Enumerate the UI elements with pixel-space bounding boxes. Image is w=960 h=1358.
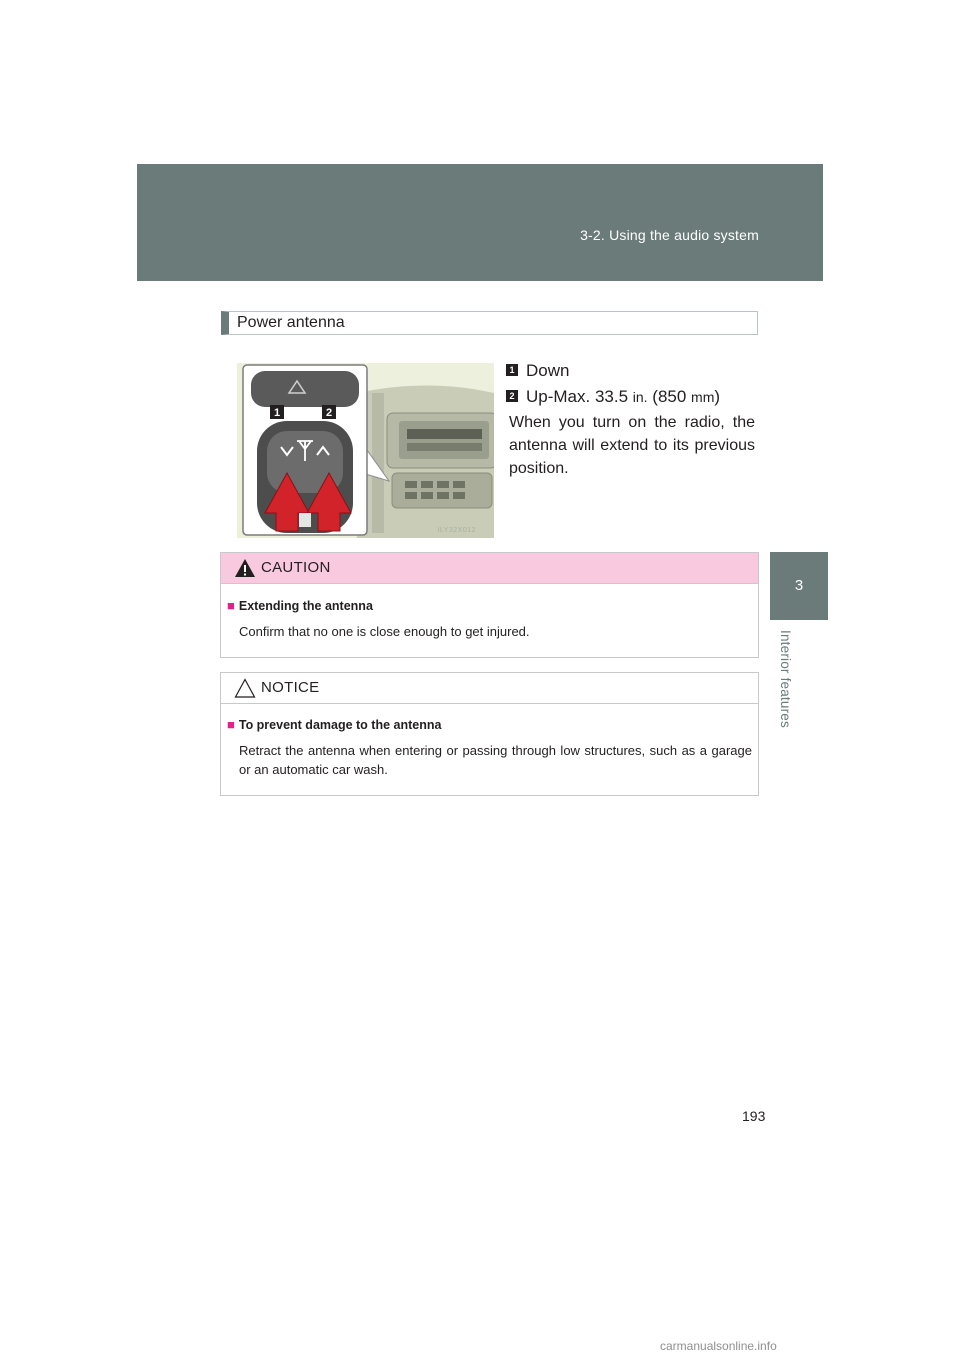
caution-header xyxy=(221,553,758,584)
antenna-description: When you turn on the radio, the antenna will extend to its previous position. xyxy=(509,414,755,477)
notice-header xyxy=(221,673,758,704)
warning-triangle-icon xyxy=(234,558,256,578)
header-band xyxy=(137,164,823,281)
figure-callout-1: 1 xyxy=(273,407,281,419)
caution-label: CAUTION xyxy=(261,559,331,576)
chapter-tab: 3 xyxy=(770,552,828,620)
notice-label: NOTICE xyxy=(261,679,320,696)
item-label: Down xyxy=(526,361,570,380)
caution-body: Confirm that no one is close enough to get injured. xyxy=(239,624,530,639)
header-section-title: 3-2. Using the audio system xyxy=(580,227,759,243)
notice-triangle-icon xyxy=(234,678,256,698)
page-number: 193 xyxy=(742,1108,766,1124)
caution-box xyxy=(220,552,759,658)
antenna-switch-illustration xyxy=(237,363,494,538)
figure-code: ILY32X012 xyxy=(437,527,476,534)
notice-body: Retract the antenna when entering or passing through low structures, such as a garage or an automatic car wash. xyxy=(239,743,752,777)
section-title: Power antenna xyxy=(237,314,345,331)
chapter-title: Interior features xyxy=(778,630,793,728)
item-number: 1 xyxy=(506,364,518,376)
notice-heading: ■ To prevent damage to the antenna xyxy=(227,717,442,732)
antenna-switch-figure xyxy=(237,363,494,538)
figure-callout-2: 2 xyxy=(325,407,333,419)
watermark: carmanualsonline.info xyxy=(660,1339,777,1353)
notice-box xyxy=(220,672,759,796)
section-header xyxy=(221,311,758,335)
item-number: 2 xyxy=(506,390,518,402)
caution-heading: ■ Extending the antenna xyxy=(227,598,373,613)
item-label: Up-Max. 33.5 in. (850 mm) xyxy=(526,387,721,406)
